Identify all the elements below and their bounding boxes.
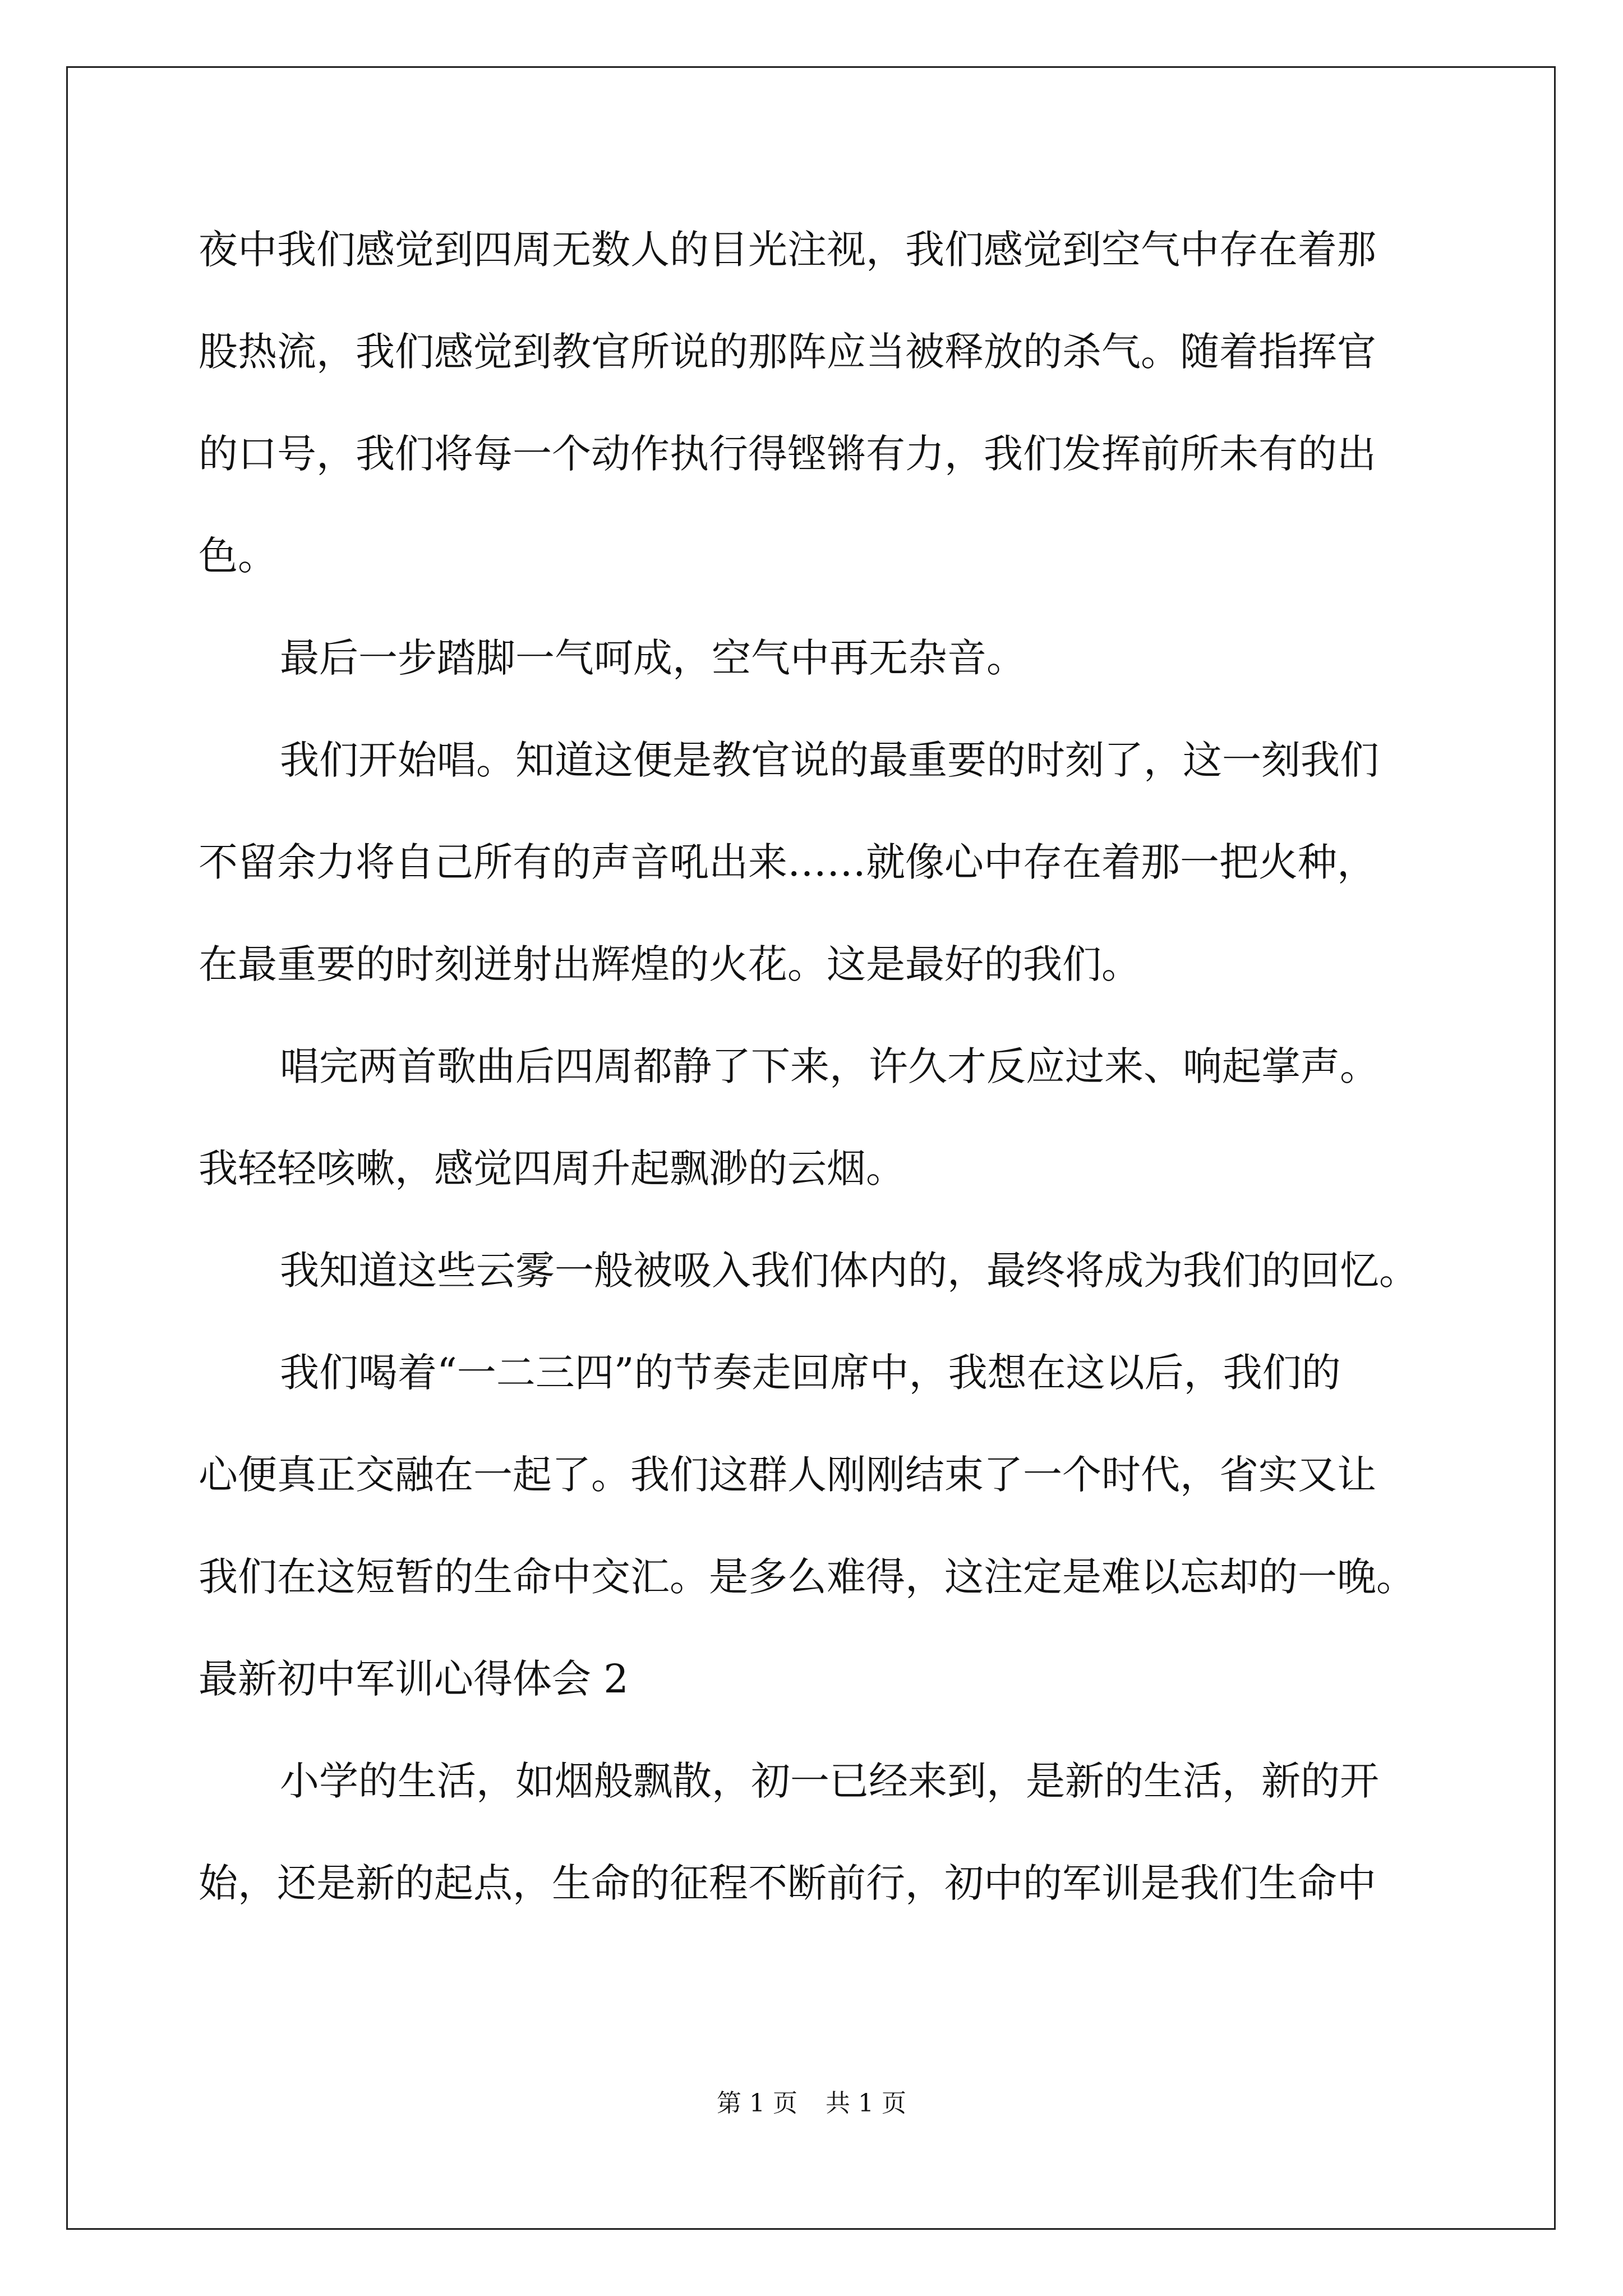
paragraph-line: 我们喝着“一二三四”的节奏走回席中，我想在这以后，我们的 [280,1350,1341,1396]
text-line: 不留余力将自己所有的声音吼出来……就像心中存在着那一把火种， [199,839,1376,885]
page-footer [0,2087,1623,2120]
paragraph-line: 最后一步踏脚一气呵成，空气中再无杂音。 [280,635,1026,681]
text-line: 我轻轻咳嗽，感觉四周升起飘渺的云烟。 [199,1145,905,1191]
text-line: 在最重要的时刻迸射出辉煌的火花。这是最好的我们。 [199,941,1141,987]
paragraph-line: 我知道这些云雾一般被吸入我们体内的，最终将成为我们的回忆。 [280,1248,1418,1294]
paragraph-line: 我们开始唱。知道这便是教官说的最重要的时刻了，这一刻我们 [280,737,1379,783]
page-total: 共 1 页 [826,2089,906,2118]
section-heading: 最新初中军训心得体会 2 [199,1656,629,1702]
text-line: 心便真正交融在一起了。我们这群人刚刚结束了一个时代，省实又让 [199,1452,1376,1498]
page-number: 第 1 页 [717,2089,797,2118]
text-line: 始，还是新的起点，生命的征程不断前行，初中的军训是我们生命中 [199,1860,1376,1906]
document-body [199,219,1427,1954]
paragraph-line: 小学的生活，如烟般飘散，初一已经来到，是新的生活，新的开 [280,1758,1379,1804]
text-line: 色。 [199,533,277,579]
text-line: 的口号，我们将每一个动作执行得铿锵有力，我们发挥前所未有的出 [199,431,1376,477]
text-line: 夜中我们感觉到四周无数人的目光注视，我们感觉到空气中存在着那 [199,227,1376,273]
paragraph-line: 唱完两首歌曲后四周都静了下来，许久才反应过来、响起掌声。 [280,1043,1379,1089]
text-line: 股热流，我们感觉到教官所说的那阵应当被释放的杀气。随着指挥官 [199,329,1376,375]
text-line: 我们在这短暂的生命中交汇。是多么难得，这注定是难以忘却的一晚。 [199,1554,1415,1600]
